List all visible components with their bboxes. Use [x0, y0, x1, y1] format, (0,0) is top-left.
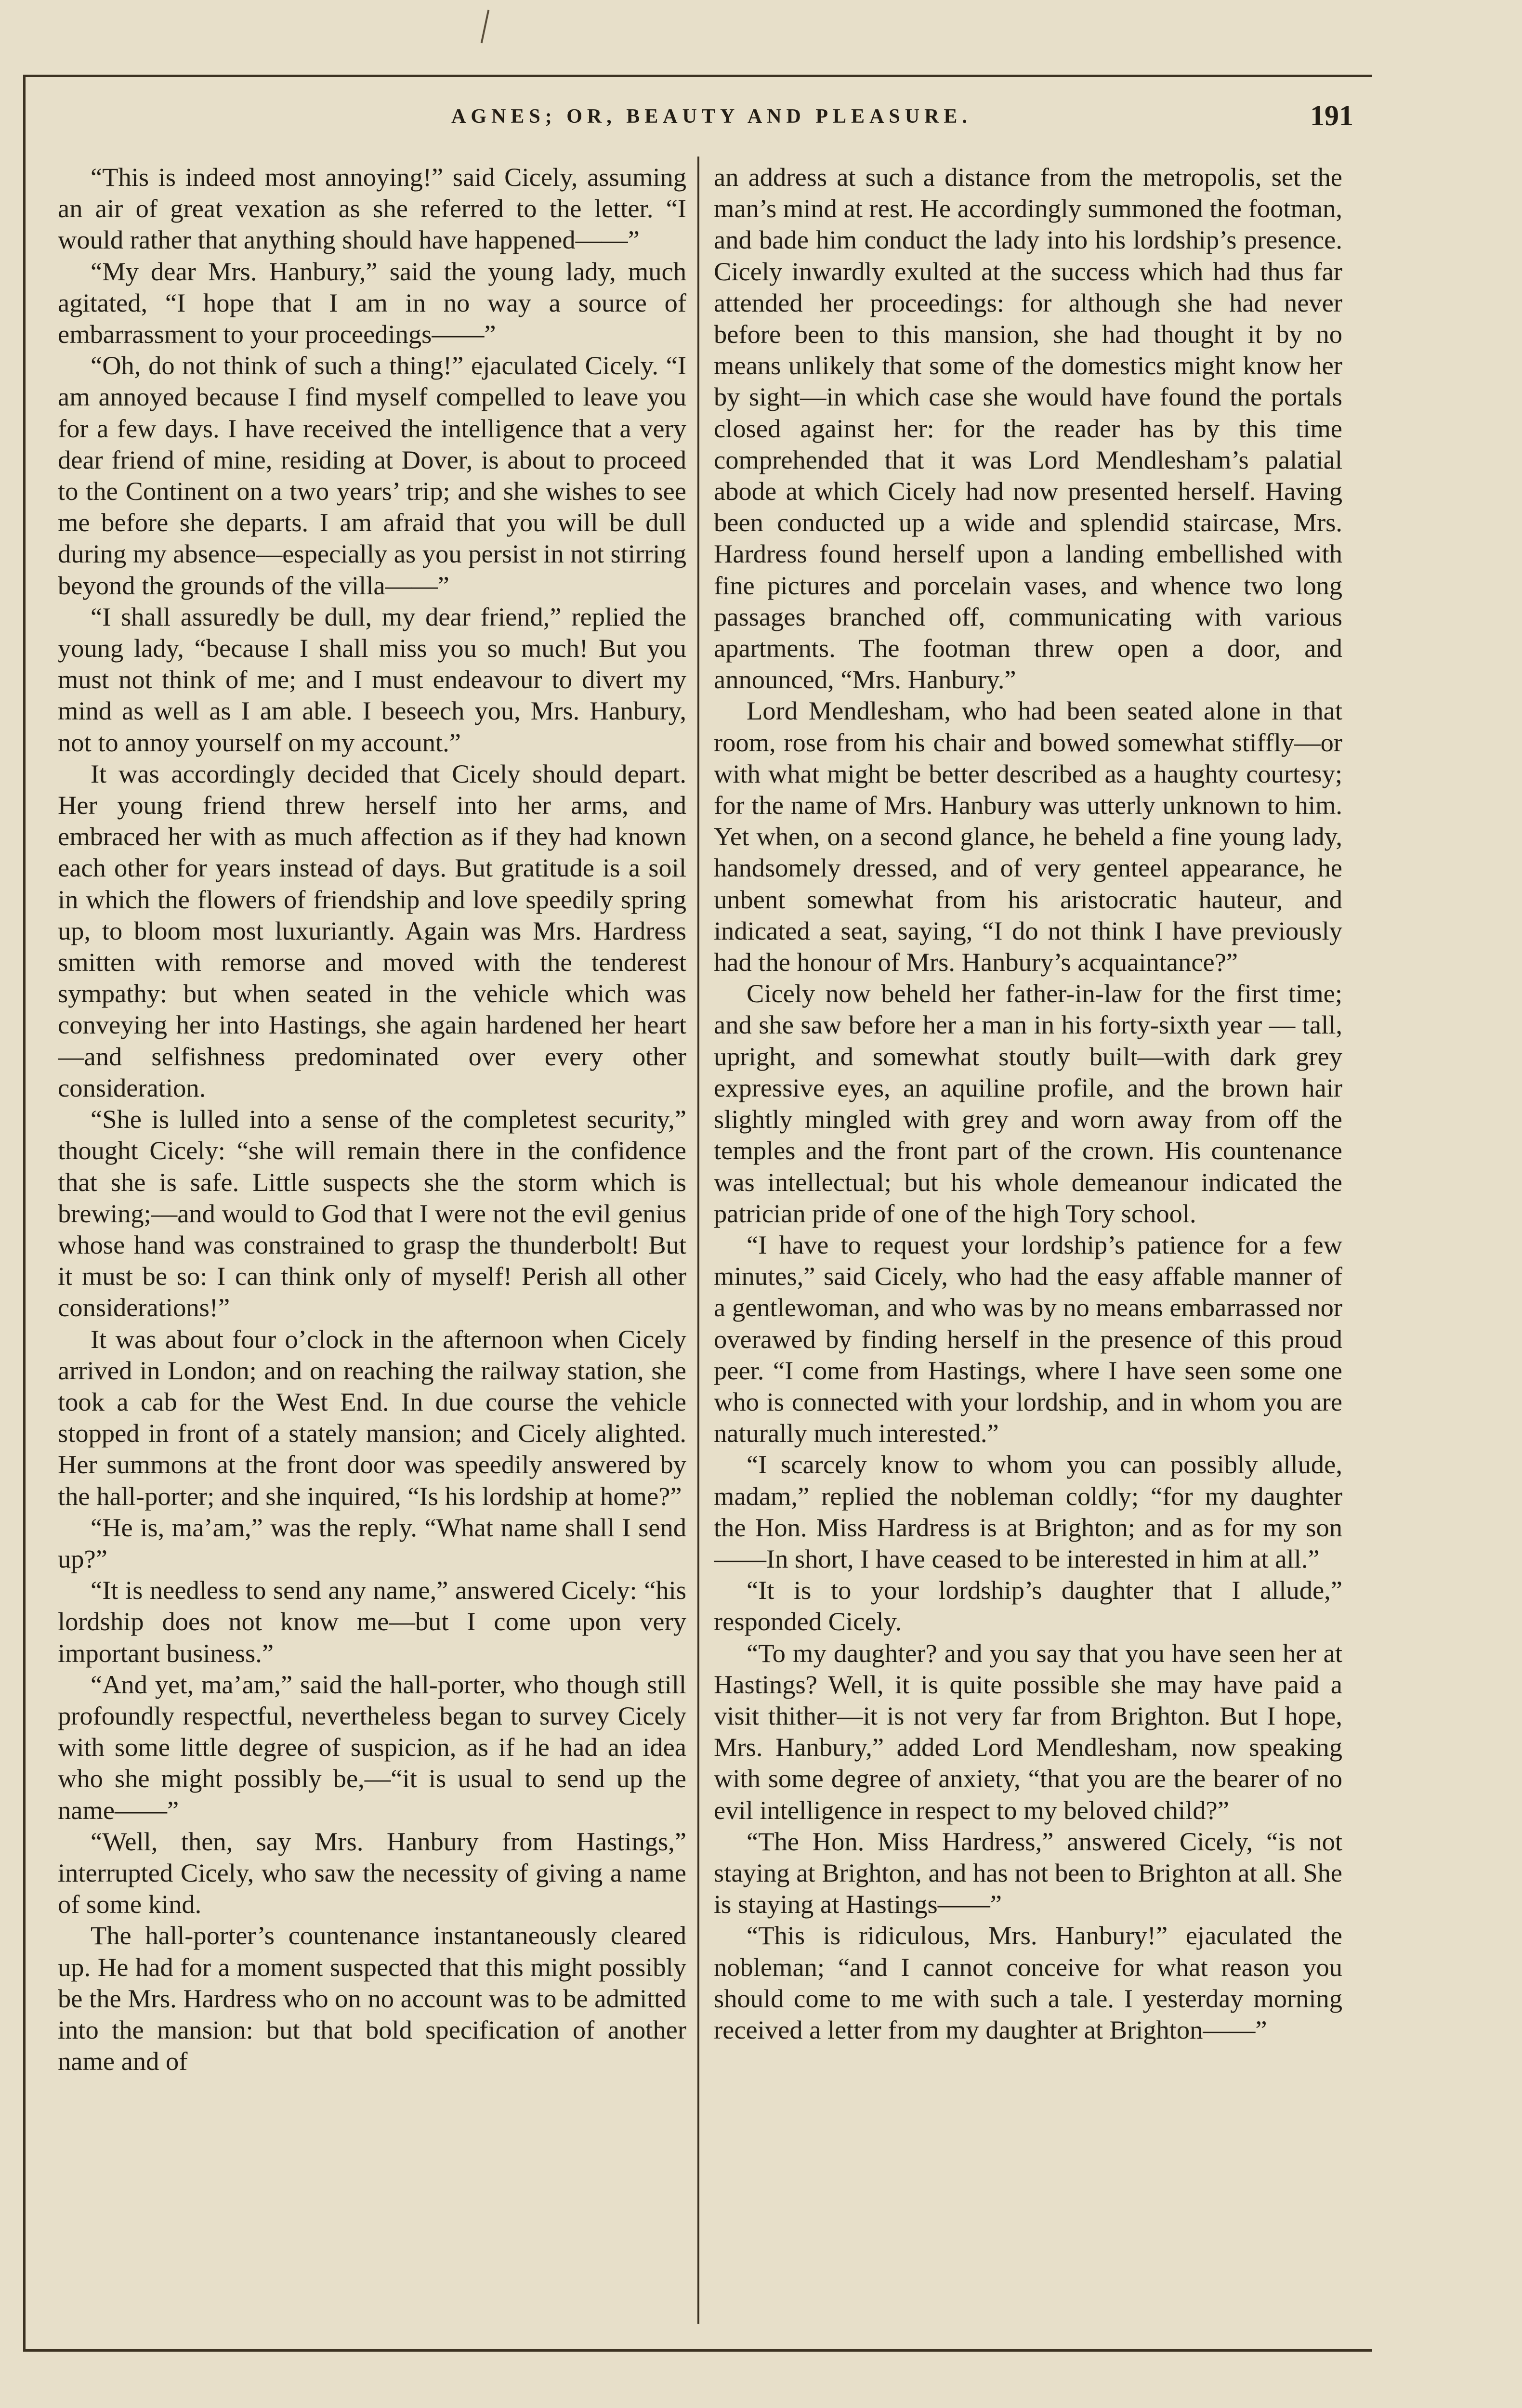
paragraph: “Well, then, say Mrs. Hanbury from Hastings,” interrupted Cicely, who saw the necessity of giving a name of some kind. — [58, 1826, 686, 1919]
paragraph: “He is, ma’am,” was the reply. “What name shall I send up?” — [58, 1512, 686, 1573]
paragraph: “This is indeed most annoying!” said Cicely, assuming an air of great vexation as she referred to the letter. “I would rather that anything should have happened——” — [58, 162, 686, 255]
paragraph: Cicely now beheld her father-in-law for the first time; and she saw before her a man in his forty-sixth year — tall, upright, and somewhat stoutly built—with dark grey expressive eyes, an aquiline profile, and the brown hair slightly mingled with grey and worn away from off the temples and the front part of the crown. His countenance was intellectual; but his whole demeanour indicated the patrician pride of one of the high Tory school. — [714, 979, 1342, 1228]
paragraph: “I have to request your lordship’s patience for a few minutes,” said Cicely, who had the easy affable manner of a gentlewoman, and who was by no means embarrassed nor overawed by finding herself in the presence of this proud peer. “I come from Hastings, where I have seen some one who is connected with your lordship, and in whom you are naturally much interested.” — [714, 1230, 1342, 1448]
paragraph: The hall-porter’s countenance instantaneously cleared up. He had for a moment suspected that this might possibly be the Mrs. Hardress who on no account was to be admitted into the mansion: but that bold specification of another name and of — [58, 1921, 686, 2076]
paragraph: “It is to your lordship’s daughter that I allude,” responded Cicely. — [714, 1575, 1342, 1636]
running-title: AGNES; OR, BEAUTY AND PLEASURE. — [451, 105, 972, 128]
column-divider — [697, 157, 699, 2324]
page-mark — [481, 10, 489, 43]
paragraph: “My dear Mrs. Hanbury,” said the young lady, much agitated, “I hope that I am in no way a source of embarrassment to your proceedings——” — [58, 256, 686, 349]
page-number: 191 — [1310, 100, 1353, 131]
paragraph: “The Hon. Miss Hardress,” answered Cicely, “is not staying at Brighton, and has not been to Brighton at all. She is staying at Hastings——” — [714, 1826, 1342, 1919]
paragraph: Lord Mendlesham, who had been seated alone in that room, rose from his chair and bowed somewhat stiffly—or with what might be better described as a haughty courtesy; for the name of Mrs. Hanbury was utterly unknown to him. Yet when, on a second glance, he beheld a fine young lady, handsomely dressed, and of very genteel appearance, he unbent somewhat from his aristocratic hauteur, and indicated a seat, saying, “I do not think I have previously had the honour of Mrs. Hanbury’s acquaintance?” — [714, 696, 1342, 977]
paragraph: “And yet, ma’am,” said the hall-porter, who though still profoundly respectful, nevertheless began to survey Cicely with some little degree of suspicion, as if he had an idea who she might possibly be,—“it is usual to send up the name——” — [58, 1669, 686, 1825]
left-column — [58, 161, 686, 2338]
paragraph: “Oh, do not think of such a thing!” ejaculated Cicely. “I am annoyed because I find myself compelled to leave you for a few days. I have received the intelligence that a very dear friend of mine, residing at Dover, is about to proceed to the Continent on a two years’ trip; and she wishes to see me before she departs. I am afraid that you will be dull during my absence—especially as you persist in not stirring beyond the grounds of the villa——” — [58, 351, 686, 600]
paragraph: It was accordingly decided that Cicely should depart. Her young friend threw herself into her arms, and embraced her with as much affection as if they had known each other for years instead of days. But gratitude is a soil in which the flowers of friendship and love speedily spring up, to bloom most luxuriantly. Again was Mrs. Hardress smitten with remorse and moved with the tenderest sympathy: but when seated in the vehicle which was conveying her into Hastings, she again hardened her heart—and selfishness predominated over every other consideration. — [58, 759, 686, 1102]
paragraph: “It is needless to send any name,” answered Cicely: “his lordship does not know me—but I come upon very important business.” — [58, 1575, 686, 1668]
paragraph: “To my daughter? and you say that you have seen her at Hastings? Well, it is quite possible she may have paid a visit thither—it is not very far from Brighton. But I hope, Mrs. Hanbury,” added Lord Mendlesham, now speaking with some degree of anxiety, “that you are the bearer of no evil intelligence in respect to my beloved child?” — [714, 1638, 1342, 1825]
paragraph: “This is ridiculous, Mrs. Hanbury!” ejaculated the nobleman; “and I cannot conceive for what reason you should come to me with such a tale. I yesterday morning received a letter from my daughter at Brighton——” — [714, 1921, 1342, 2044]
paragraph: an address at such a distance from the metropolis, set the man’s mind at rest. He accordingly summoned the footman, and bade him conduct the lady into his lordship’s presence. Cicely inwardly exulted at the success which had thus far attended her proceedings: for although she had never before been to this mansion, she had thought it by no means unlikely that some of the domestics might know her by sight—in which case she would have found the portals closed against her: for the reader has by this time comprehended that it was Lord Mendlesham’s palatial abode at which Cicely had now presented herself. Having been conducted up a wide and splendid staircase, Mrs. Hardress found herself upon a landing embellished with fine pictures and porcelain vases, and whence two long passages branched off, communicating with various apartments. The footman threw open a door, and announced, “Mrs. Hanbury.” — [714, 162, 1342, 694]
paragraph: “I shall assuredly be dull, my dear friend,” replied the young lady, “because I shall miss you so much! But you must not think of me; and I must endeavour to divert my mind as well as I am able. I beseech you, Mrs. Hanbury, not to annoy yourself on my account.” — [58, 602, 686, 757]
paragraph: It was about four o’clock in the afternoon when Cicely arrived in London; and on reaching the railway station, she took a cab for the West End. In due course the vehicle stopped in front of a stately mansion; and Cicely alighted. Her summons at the front door was speedily answered by the hall-porter; and she inquired, “Is his lordship at home?” — [58, 1324, 686, 1511]
right-column — [714, 161, 1342, 2338]
paragraph: “I scarcely know to whom you can possibly allude, madam,” replied the nobleman coldly; “for my daughter the Hon. Miss Hardress is at Brighton; and as for my son——In short, I have ceased to be interested in him at all.” — [714, 1450, 1342, 1573]
paragraph: “She is lulled into a sense of the completest security,” thought Cicely: “she will remain there in the confidence that she is safe. Little suspects she the storm which is brewing;—and would to God that I were not the evil genius whose hand was constrained to grasp the thunderbolt! But it must be so: I can think only of myself! Perish all other considerations!” — [58, 1104, 686, 1322]
page-header — [60, 96, 1363, 154]
